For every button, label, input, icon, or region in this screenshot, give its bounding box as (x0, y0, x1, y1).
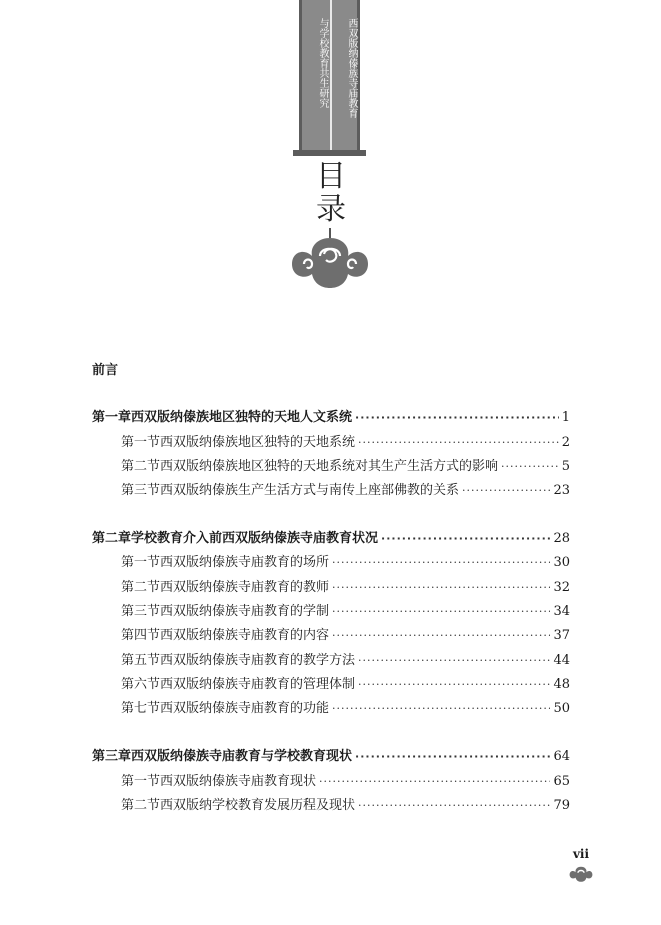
toc-section[interactable] (121, 626, 570, 646)
section-label: 第二节 (121, 580, 161, 595)
page-number: 64 (553, 749, 570, 764)
section-title: 西双版纳傣族寺庙教育的学制 (160, 604, 330, 619)
toc-section[interactable] (121, 553, 570, 573)
section-label: 第六节 (121, 677, 161, 692)
page-number: 5 (561, 459, 570, 474)
page-number: 28 (553, 531, 570, 546)
toc-title: 目录 (316, 159, 346, 227)
section-label: 第一节 (121, 555, 161, 570)
page-number: 2 (561, 435, 570, 450)
leader-dots (501, 457, 559, 477)
page-number: 37 (553, 628, 570, 643)
section-label: 第四节 (121, 628, 161, 643)
page-number: 48 (553, 677, 570, 692)
banner-divider (330, 0, 332, 150)
section-title: 西双版纳傣族地区独特的天地系统 (160, 435, 356, 450)
section-title: 西双版纳傣族生产生活方式与南传上座部佛教的关系 (160, 483, 460, 498)
page-number: 34 (553, 604, 570, 619)
leader-dots (355, 747, 550, 767)
page-number: 1 (561, 410, 570, 425)
toc-section[interactable] (121, 602, 570, 622)
section-title: 西双版纳傣族寺庙教育的教学方法 (160, 653, 356, 668)
series-title-line1: 西双版纳傣族寺庙教育 (346, 18, 357, 118)
page-number: 50 (553, 701, 570, 716)
series-title-line2: 与学校教育共生研究 (317, 18, 328, 108)
page-number: 32 (553, 580, 570, 595)
leader-dots (381, 529, 550, 549)
toc-section[interactable] (121, 651, 570, 671)
toc-section[interactable] (121, 481, 570, 501)
section-label: 第二节 (121, 459, 161, 474)
toc-chapter-3[interactable] (92, 747, 570, 767)
toc-section[interactable] (121, 578, 570, 598)
section-label: 第七节 (121, 701, 161, 716)
toc-section[interactable] (121, 433, 570, 453)
section-label: 第二节 (121, 798, 161, 813)
section-title: 西双版纳傣族寺庙教育的管理体制 (160, 677, 356, 692)
section-title: 西双版纳学校教育发展历程及现状 (160, 798, 356, 813)
toc-section[interactable] (121, 772, 570, 792)
leader-dots (355, 408, 559, 428)
leader-dots (332, 699, 550, 719)
toc-chapter-2[interactable] (92, 529, 570, 549)
series-title-banner (299, 0, 360, 150)
toc-section[interactable] (121, 457, 570, 477)
toc-chapter-1[interactable] (92, 408, 570, 428)
leader-dots (358, 651, 550, 671)
page-number: 23 (553, 483, 570, 498)
leader-dots (332, 578, 550, 598)
leader-dots (332, 626, 550, 646)
toc-section[interactable] (121, 675, 570, 695)
toc-preface[interactable]: 前言 (92, 363, 119, 378)
section-title: 西双版纳傣族寺庙教育的教师 (160, 580, 330, 595)
toc-section[interactable] (121, 796, 570, 816)
section-title: 西双版纳傣族寺庙教育现状 (160, 774, 317, 789)
page-folio: vii (572, 847, 590, 861)
chapter-label: 第一章 (92, 410, 132, 425)
section-label: 第三节 (121, 604, 161, 619)
leader-dots (358, 796, 550, 816)
leader-dots (462, 481, 550, 501)
chapter-label: 第三章 (92, 749, 132, 764)
cloud-ornament-icon (290, 234, 370, 290)
page-number: 44 (553, 653, 570, 668)
leader-dots (332, 553, 550, 573)
section-title: 西双版纳傣族寺庙教育的内容 (160, 628, 330, 643)
chapter-title: 西双版纳傣族寺庙教育与学校教育现状 (131, 749, 353, 764)
page-number: 30 (553, 555, 570, 570)
page-number: 79 (553, 798, 570, 813)
chapter-title: 西双版纳傣族地区独特的天地人文系统 (131, 410, 353, 425)
leader-dots (319, 772, 550, 792)
leader-dots (358, 675, 550, 695)
chapter-label: 第二章 (92, 531, 132, 546)
chapter-title: 学校教育介入前西双版纳傣族寺庙教育状况 (131, 531, 379, 546)
section-title: 西双版纳傣族寺庙教育的场所 (160, 555, 330, 570)
section-label: 第一节 (121, 774, 161, 789)
page-number: 65 (553, 774, 570, 789)
section-title: 西双版纳傣族地区独特的天地系统对其生产生活方式的影响 (160, 459, 499, 474)
section-title: 西双版纳傣族寺庙教育的功能 (160, 701, 330, 716)
section-label: 第五节 (121, 653, 161, 668)
leader-dots (358, 433, 559, 453)
small-cloud-ornament-icon (569, 865, 593, 883)
toc-section[interactable] (121, 699, 570, 719)
banner-base (293, 150, 366, 156)
section-label: 第三节 (121, 483, 161, 498)
leader-dots (332, 602, 550, 622)
section-label: 第一节 (121, 435, 161, 450)
